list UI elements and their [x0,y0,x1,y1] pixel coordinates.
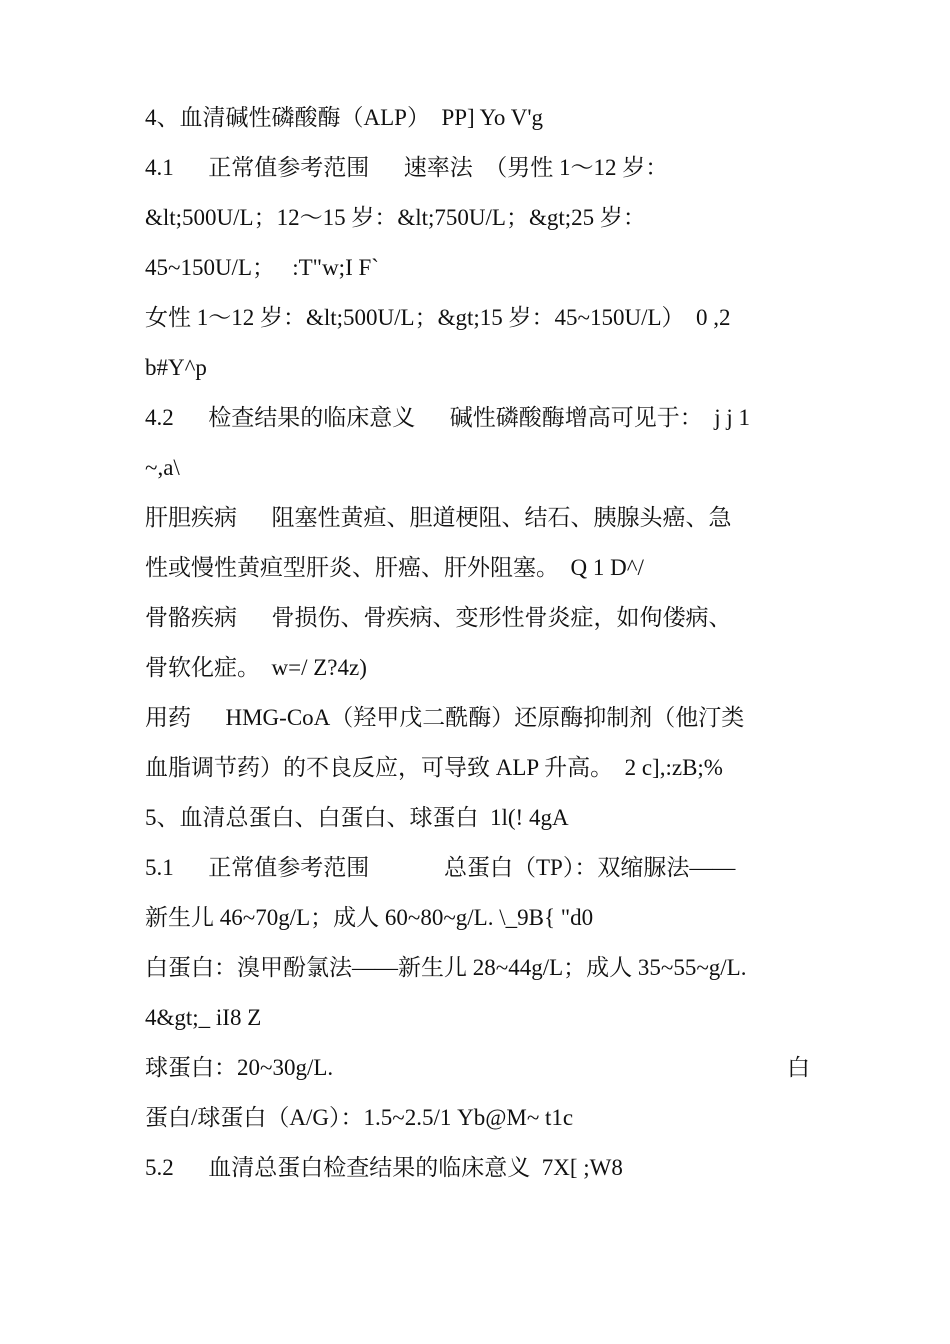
text-line: 女性 1～12 岁：&lt;500U/L；&gt;15 岁：45~150U/L） 0 ,2 [145,305,731,330]
heading-clinical-significance: 5.2 血清总蛋白检查结果的临床意义 7X[ ;W8 [145,1155,623,1180]
text-line: 5.1 正常值参考范围 总蛋白（TP）：双缩脲法—— [145,855,736,880]
text-line: 45~150U/L； :T"w;I F` [145,255,379,280]
text-line: 4.1 正常值参考范围 速率法 （男性 1～12 岁： [145,155,669,180]
globulin-text: 球蛋白：20~30g/L. [145,1055,334,1080]
text-line: ~,a\ [145,455,180,480]
text-line: 骨软化症。 w=/ Z?4z) [145,655,367,680]
text-line: b#Y^p [145,355,207,380]
text-line: 血脂调节药）的不良反应，可导致 ALP 升高。 2 c],:zB;% [145,755,723,780]
albumin-fragment: 白 [787,1055,810,1080]
text-line: 性或慢性黄疸型肝炎、肝癌、肝外阻塞。 Q 1 D^/ [145,555,644,580]
text-line: 蛋白/球蛋白（A/G）：1.5~2.5/1 Yb@M~ t1c [145,1105,574,1130]
text-line: 肝胆疾病 阻塞性黄疸、胆道梗阻、结石、胰腺头癌、急 [145,505,732,530]
text-line: 4.2 检查结果的临床意义 碱性磷酸酶增高可见于： j j 1 [145,405,751,430]
text-line: &lt;500U/L；12～15 岁：&lt;750U/L；&gt;25 岁： [145,205,646,230]
text-line: 白蛋白：溴甲酚氯法——新生儿 28~44g/L；成人 35~55~g/L. [145,955,747,980]
heading-total-protein: 5、血清总蛋白、白蛋白、球蛋白 1l(! 4gA [145,805,569,830]
text-line: 新生儿 46~70g/L；成人 60~80~g/L. \_9B{ "d0 [145,905,594,930]
heading-alp: 4、血清碱性磷酸酶（ALP） PP] Yo V'g [145,105,543,130]
text-line: 4&gt;_ iI8 Z [145,1005,262,1030]
text-line: 骨骼疾病 骨损伤、骨疾病、变形性骨炎症，如佝偻病、 [145,605,732,630]
text-line: 用药 HMG-CoA（羟甲戊二酰酶）还原酶抑制剂（他汀类 [145,705,745,730]
text-line-split [145,1052,810,1084]
